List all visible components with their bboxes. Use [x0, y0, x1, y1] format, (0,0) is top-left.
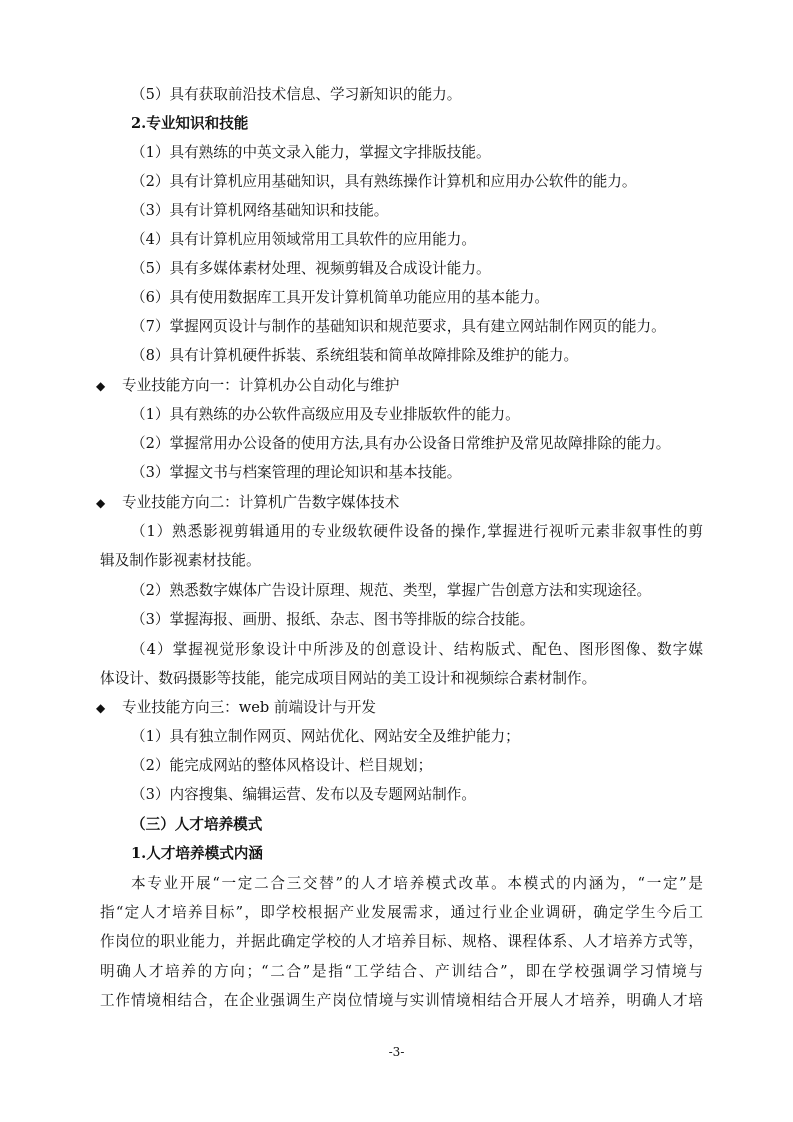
diamond-bullet-icon: ◆ — [96, 379, 106, 393]
paragraph-line: 指“定人才培养目标”，即学校根据产业发展需求，通过行业企业调研，确定学生今后工 — [100, 904, 703, 921]
section-heading: 2.专业知识和技能 — [131, 115, 249, 132]
bullet-text: 专业技能方向二：计算机广告数字媒体技术 — [122, 494, 400, 511]
text-line: （8）具有计算机硬件拆装、系统组装和简单故障排除及维护的能力。 — [131, 347, 579, 364]
text-line: （1）具有熟练的办公软件高级应用及专业排版软件的能力。 — [131, 406, 520, 423]
section-heading: （三）人才培养模式 — [131, 816, 263, 833]
text-line: （5）具有获取前沿技术信息、学习新知识的能力。 — [131, 86, 462, 103]
text-line: （3）内容搜集、编辑运营、发布以及专题网站制作。 — [131, 786, 476, 803]
text-line: （3）具有计算机网络基础知识和技能。 — [131, 202, 389, 219]
text-line: 体设计、数码摄影等技能，能完成项目网站的美工设计和视频综合素材制作。 — [100, 670, 597, 687]
text-line: （1）熟悉影视剪辑通用的专业级软硬件设备的操作,掌握进行视听元素非叙事性的剪 — [131, 523, 703, 540]
text-line: （1）具有独立制作网页、网站优化、网站安全及维护能力； — [131, 728, 520, 745]
paragraph-line: 明确人才培养的方向；“二合”是指“工学结合、产训结合”，即在学校强调学习情境与 — [100, 963, 703, 980]
paragraph-line: 本专业开展“一定二合三交替”的人才培养模式改革。本模式的内涵为，“一定”是 — [131, 875, 703, 892]
bullet-line — [0, 491, 793, 515]
bullet-text: 专业技能方向一：计算机办公自动化与维护 — [122, 377, 400, 394]
text-line: （6）具有使用数据库工具开发计算机简单功能应用的基本能力。 — [131, 289, 549, 306]
text-line: （3）掌握海报、画册、报纸、杂志、图书等排版的综合技能。 — [131, 611, 535, 628]
text-line: （2）熟悉数字媒体广告设计原理、规范、类型，掌握广告创意方法和实现途径。 — [131, 582, 652, 599]
paragraph-line: 工作情境相结合，在企业强调生产岗位情境与实训情境相结合开展人才培养，明确人才培 — [100, 992, 703, 1009]
text-line: （4）具有计算机应用领域常用工具软件的应用能力。 — [131, 231, 476, 248]
text-line: （1）具有熟练的中英文录入能力，掌握文字排版技能。 — [131, 144, 491, 161]
bullet-text: 专业技能方向三：web 前端设计与开发 — [122, 699, 377, 716]
text-line: （2）掌握常用办公设备的使用方法,具有办公设备日常维护及常见故障排除的能力。 — [131, 435, 671, 452]
paragraph-line: 作岗位的职业能力，并据此确定学校的人才培养目标、规格、课程体系、人才培养方式等， — [100, 933, 703, 950]
text-line: （5）具有多媒体素材处理、视频剪辑及合成设计能力。 — [131, 260, 491, 277]
bullet-line — [0, 374, 793, 398]
text-line: （7）掌握网页设计与制作的基础知识和规范要求，具有建立网站制作网页的能力。 — [131, 318, 666, 335]
bullet-line — [0, 696, 793, 720]
text-line: （2）能完成网站的整体风格设计、栏目规划； — [131, 757, 433, 774]
diamond-bullet-icon: ◆ — [96, 496, 106, 510]
subsection-heading: 1.人才培养模式内涵 — [131, 845, 263, 862]
text-line: （3）掌握文书与档案管理的理论知识和基本技能。 — [131, 464, 462, 481]
page-number: -3- — [388, 1045, 405, 1059]
text-line: （4）掌握视觉形象设计中所涉及的创意设计、结构版式、配色、图形图像、数字媒 — [131, 641, 703, 658]
text-line: 辑及制作影视素材技能。 — [100, 552, 261, 569]
text-line: （2）具有计算机应用基础知识，具有熟练操作计算机和应用办公软件的能力。 — [131, 173, 637, 190]
diamond-bullet-icon: ◆ — [96, 701, 106, 715]
